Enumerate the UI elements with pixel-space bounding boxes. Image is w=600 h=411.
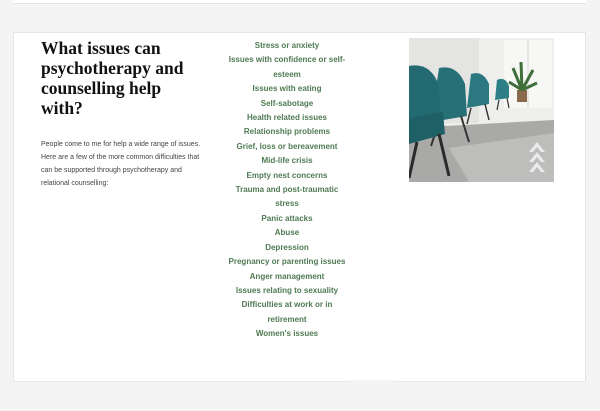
issue-item: Mid-life crisis (261, 156, 313, 166)
issue-item: Stress or anxiety (254, 41, 320, 50)
content-card (13, 32, 586, 382)
intro-text: People come to me for help a wide range of issues. Here are a few of the more common difficulties that can be supported through psychotherapy and relational counselling: (41, 141, 201, 187)
issue-item: Issues relating to sexuality (235, 285, 339, 295)
issue-item: Issues with eating (252, 84, 322, 94)
issue-item: Empty nest concerns (246, 170, 328, 180)
top-strip (13, 0, 586, 4)
issue-item: Issues with confidence or self-esteem (228, 55, 346, 79)
issue-item: Pregnancy or parenting issues (228, 257, 346, 267)
issue-item: Anger management (249, 271, 325, 281)
issue-item: Self-sabotage (260, 98, 314, 108)
intro-column (41, 38, 201, 197)
waiting-room-photo (409, 38, 554, 182)
issue-item: Relationship problems (243, 127, 331, 137)
issue-item: Depression (265, 242, 309, 252)
issue-item: Women's issues (255, 329, 319, 339)
issue-item: Health related issues (246, 113, 328, 123)
issue-item: Panic attacks (261, 213, 313, 223)
issues-list (226, 39, 348, 342)
issue-item: Trauma and post-traumatic stress (235, 185, 339, 209)
issue-item: Difficulties at work or in retirement (241, 300, 333, 324)
issue-item: Grief, loss or bereavement (236, 141, 338, 151)
section-heading: What issues can psychotherapy and counselling help with? (41, 38, 184, 118)
issue-item: Abuse (274, 228, 300, 238)
card-bottom-gap (350, 380, 394, 384)
waiting-room-chairs-image (409, 38, 554, 182)
